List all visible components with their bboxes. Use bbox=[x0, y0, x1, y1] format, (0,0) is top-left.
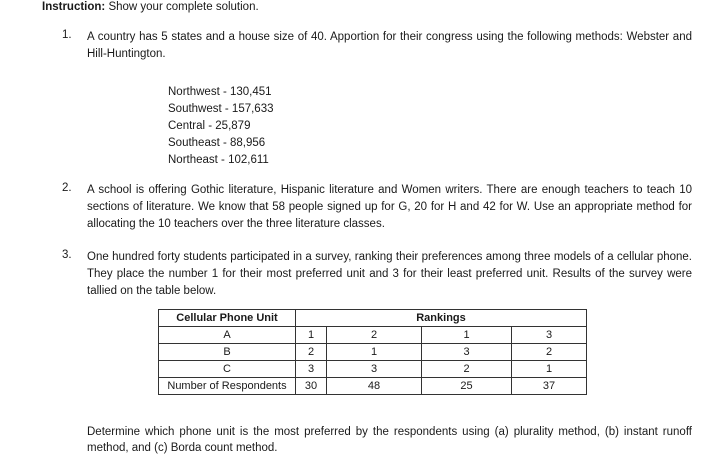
table-cell: 2 bbox=[296, 344, 327, 361]
table-cell: 3 bbox=[422, 344, 512, 361]
question-1-number: 1. bbox=[62, 29, 72, 41]
table-cell: 1 bbox=[296, 327, 327, 344]
table-header-row bbox=[159, 310, 587, 327]
table-cell: 48 bbox=[327, 378, 422, 395]
table-cell: 2 bbox=[327, 327, 422, 344]
table-cell: 1 bbox=[422, 327, 512, 344]
table-row-label: A bbox=[159, 327, 296, 344]
question-1 bbox=[62, 29, 692, 63]
table-cell: 2 bbox=[422, 361, 512, 378]
table-row-label: B bbox=[159, 344, 296, 361]
table-row bbox=[159, 327, 587, 344]
instruction-label: Instruction: bbox=[42, 1, 106, 13]
table-col-header: Cellular Phone Unit bbox=[159, 310, 296, 327]
table-row bbox=[159, 361, 587, 378]
table-row bbox=[159, 344, 587, 361]
table-cell: 1 bbox=[327, 344, 422, 361]
table-cell: 30 bbox=[296, 378, 327, 395]
rankings-table bbox=[158, 309, 587, 395]
table-row-label: Number of Respondents bbox=[159, 378, 296, 395]
region-item: Southeast - 88,956 bbox=[168, 137, 266, 149]
instruction-text: Show your complete solution. bbox=[105, 1, 259, 13]
region-item: Central - 25,879 bbox=[168, 120, 251, 132]
table-cell: 2 bbox=[512, 344, 587, 361]
question-3-followup: Determine which phone unit is the most preferred by the respondents using (a) plurality method, (b) instant runoff method, and (c) Borda count method. bbox=[87, 426, 692, 454]
question-2 bbox=[62, 182, 692, 233]
instruction-line bbox=[42, 1, 259, 13]
region-item: Northwest - 130,451 bbox=[168, 86, 272, 98]
table-cell: 3 bbox=[327, 361, 422, 378]
table-row-label: C bbox=[159, 361, 296, 378]
region-item: Southwest - 157,633 bbox=[168, 103, 274, 115]
question-3-text: One hundred forty students participated in a survey, ranking their preferences among three models of a cellular phone. They place the number 1 for their most preferred unit and 3 for their least preferred unit. Results of the survey were tallied on the table below. bbox=[87, 251, 692, 297]
question-1-text: A country has 5 states and a house size of 40. Apportion for their congress using the following methods: Webster and Hill-Huntington. bbox=[87, 31, 692, 60]
table-group-header: Rankings bbox=[296, 310, 587, 327]
table-row bbox=[159, 378, 587, 395]
table-cell: 25 bbox=[422, 378, 512, 395]
table-cell: 3 bbox=[296, 361, 327, 378]
table-cell: 37 bbox=[512, 378, 587, 395]
table-cell: 1 bbox=[512, 361, 587, 378]
question-3 bbox=[62, 249, 692, 300]
region-list bbox=[168, 84, 274, 169]
table-cell: 3 bbox=[512, 327, 587, 344]
question-3-number: 3. bbox=[62, 249, 72, 261]
question-2-number: 2. bbox=[62, 182, 72, 194]
question-2-text: A school is offering Gothic literature, Hispanic literature and Women writers. There are enough teachers to teach 10 sections of literature. We know that 58 people signed up for G, 20 for H and 42 for W. Use an appropriate method for allocating the 10 teachers over the three literature classes. bbox=[87, 184, 692, 230]
region-item: Northeast - 102,611 bbox=[168, 154, 269, 166]
